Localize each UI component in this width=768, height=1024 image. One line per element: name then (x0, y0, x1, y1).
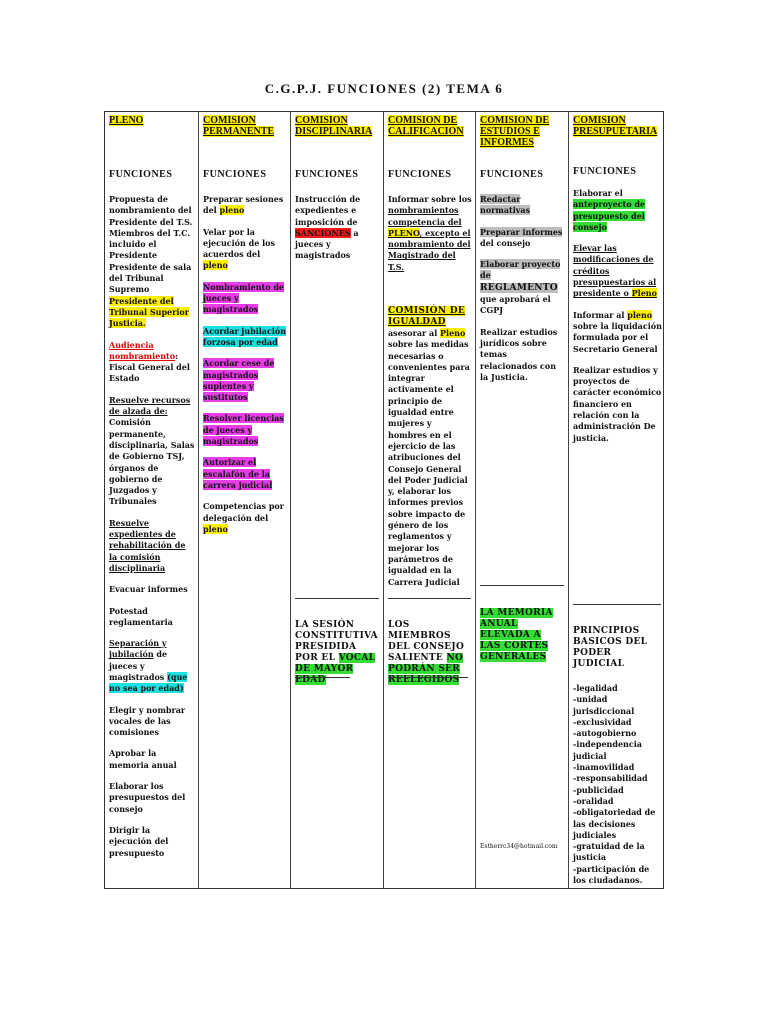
list-item: -inamovilidad (573, 762, 635, 773)
list-item: Resolver licencias de jueces y magistrados (203, 413, 284, 447)
column-permanente (199, 112, 291, 888)
list-item: Velar por la ejecución de los acuerdos del pleno (203, 226, 275, 271)
list-item: Elaborar proyecto de REGLAMENTO que aprobará el CGPJ (480, 259, 561, 316)
list-item: -participación de los ciudadanos. (573, 863, 650, 886)
list-item: -gratuidad de la justicia (573, 841, 645, 863)
list-item: Dirigir la ejecución del presupuesto (109, 824, 169, 858)
disciplinaria-footnote: LA SESIÓN CONSTITUTIVA PRESIDIDA POR EL VOCAL DE MAYOR EDAD (295, 620, 378, 685)
list-item: Acordar cese de magistrados suplentes y sustitutos (203, 358, 275, 403)
funciones-label: FUNCIONES (203, 169, 267, 180)
funciones-label: FUNCIONES (480, 169, 544, 180)
igualdad-title: COMISIÓN DE IGUALDAD (388, 306, 466, 327)
estudios-footnote: LA MEMORIA ANUAL ELEVADA A LAS CORTES GENERALES (480, 608, 553, 662)
list-item: Informar sobre los nombramientos competencia del PLENO, excepto el nombramiento del Magistrado del T.S. (388, 194, 472, 272)
list-item: Elaborar el anteproyecto de presupuesto del consejo (573, 188, 646, 232)
functions-table (104, 111, 664, 889)
divider (388, 598, 471, 599)
list-item: -responsabilidad (573, 773, 648, 784)
list-item: -publicidad (573, 784, 624, 795)
column-disciplinaria (291, 112, 384, 888)
list-item: Realizar estudios y proyectos de carácter económico financiero en relación con la administración De justicia. (573, 364, 662, 443)
list-item: asesorar al Pleno sobre las medidas necesarias o convenientes para integrar activamente el principio de igualdad entre mujeres y hombres en el ejercicio de las atribuciones del Consejo General del Poder Judicial y, elaborar los informes previos sobre impacto de género de los reglamentos y mejorar los parámetros de igualdad en la Carrera Judicial (388, 328, 470, 587)
column-header-permanente: COMISION PERMANENTE (203, 115, 275, 137)
calificacion-footnote: LOS MIEMBROS DEL CONSEJO SALIENTE NO PODRÁN SER REELEGIDOS (388, 620, 465, 685)
page-title: C.G.P.J. FUNCIONES (2) TEMA 6 (264, 81, 504, 96)
column-calificacion (384, 112, 476, 888)
disciplinaria-items (295, 194, 380, 272)
funciones-label: FUNCIONES (573, 166, 637, 177)
divider (573, 604, 661, 605)
column-estudios (476, 112, 569, 888)
list-item: Autorizar el escalafón de la carrera judicial (203, 457, 273, 490)
pleno-items (109, 194, 195, 869)
list-item: Resuelve expedientes de rehabilitación de la comisión disciplinaria (109, 517, 186, 573)
list-item: Preparar sesiones del pleno (203, 194, 284, 216)
list-item: Elaborar los presupuestos del consejo (109, 781, 186, 814)
list-item: Realizar estudios jurídicos sobre temas relacionados con la Justicia. (480, 326, 558, 382)
list-item: Separación y jubilación de jueces y magistrados (que no sea por edad) (109, 638, 188, 694)
igualdad-section (388, 306, 472, 588)
list-item: Redactar normativas (480, 194, 531, 216)
list-item: -unidad jurisdiccional (573, 694, 635, 716)
principios-title: PRINCIPIOS BASICOS DEL PODER JUDICIAL (573, 626, 648, 669)
column-header-disciplinaria: COMISION DISCIPLINARIA (295, 115, 373, 137)
list-item: Elegir y nombrar vocales de las comisiones (109, 704, 186, 738)
list-item: -exclusividad (573, 716, 632, 727)
divider (295, 598, 379, 599)
column-header-pleno: PLENO (109, 115, 144, 126)
list-item: Audiencia nombramiento: Fiscal General del Estado (109, 339, 190, 384)
list-item: -oralidad (573, 795, 614, 806)
funciones-label: FUNCIONES (109, 169, 173, 180)
calificacion-items (388, 194, 472, 283)
list-item: Competencias por delegación del pleno (203, 501, 284, 534)
list-item: Elevar las modificaciones de créditos presupuestarios al presidente o Pleno (573, 243, 657, 299)
list-item: Instrucción de expedientes e imposición de SANCIONES a jueces y magistrados (295, 194, 361, 261)
list-item: -legalidad (573, 683, 618, 693)
divider (295, 677, 350, 678)
estudios-items (480, 194, 565, 393)
funciones-label: FUNCIONES (388, 169, 452, 180)
list-item: Evacuar informes (109, 584, 188, 595)
list-item: Preparar informes del consejo (480, 226, 563, 248)
list-item: Resuelve recursos de alzada de: Comisión permanente, disciplinaria, Salas de Gobierno TSJ, órganos de gobierno de Juzgados y Tribunales (109, 394, 195, 507)
principios-list (573, 683, 662, 886)
list-item: -independencia judicial (573, 739, 642, 761)
list-item: Aprobar la memoria anual (109, 748, 177, 770)
list-item: Propuesta de nombramiento del Presidente del T.S. Miembros del T.C. incluido el Presidente Presidente de sala del Tribunal Supremo Presidente del Tribunal Superior Justicia. (109, 194, 193, 329)
list-item: -obligatoriedad de las decisiones judiciales (573, 807, 656, 840)
divider (480, 585, 564, 586)
funciones-label: FUNCIONES (295, 169, 359, 180)
column-header-calificacion: COMISION DE CALIFICACION (388, 115, 464, 137)
column-pleno (105, 112, 199, 888)
list-item: Acordar jubilación forzosa por edad (203, 325, 287, 347)
column-header-estudios: COMISION DE ESTUDIOS E INFORMES (480, 115, 550, 148)
permanente-items (203, 194, 287, 545)
list-item: Potestad reglamentaria (109, 605, 173, 627)
presupuestaria-items (573, 188, 662, 454)
column-presupuestaria (569, 112, 665, 888)
divider (388, 677, 468, 678)
list-item: -autogobierno (573, 728, 637, 739)
list-item: Informar al pleno sobre la liquidación formulada por el Secretario General (573, 309, 662, 354)
list-item: Nombramiento de jueces y magistrados (203, 281, 285, 315)
column-header-presupuestaria: COMISION PRESUPUETARIA (573, 115, 658, 137)
email-text: Estherrc34@hotmail.com (480, 843, 558, 850)
